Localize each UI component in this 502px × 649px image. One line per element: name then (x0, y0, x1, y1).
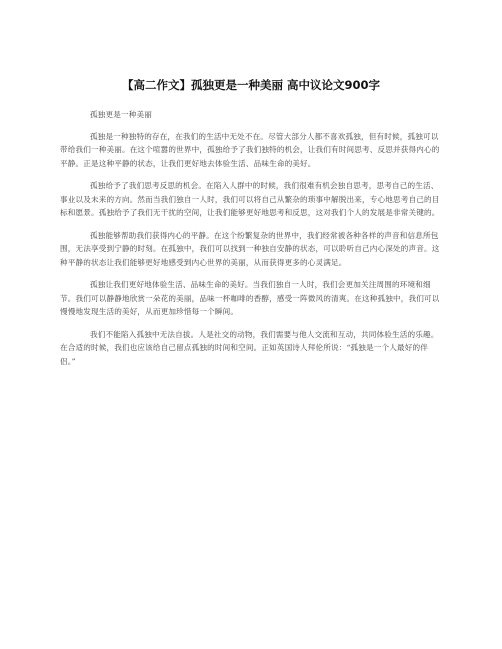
document-title: 【高二作文】孤独更是一种美丽 高中议论文900字 (121, 78, 380, 92)
essay-subtitle: 孤独更是一种美丽 (90, 110, 152, 119)
paragraph-4: 孤独让我们更好地体验生活、品味生命的美好。当我们独自一人时，我们会更加关注周围的环境和细节。我们可以静静地欣赏一朵花的美丽，品味一杯咖啡的香醇，感受一阵微风的清爽。在这种孤独中，我们可以慢慢地发现生活的美好，从而更加珍惜每一个瞬间。 (60, 280, 440, 316)
paragraph-5: 我们不能陷入孤独中无法自拔。人是社交的动物，我们需要与他人交流和互动，共同体验生活的乐趣。在合适的时候，我们也应该给自己留点孤独的时间和空间。正如英国诗人拜伦所说：“孤独是一个人最好的伴侣。” (60, 329, 439, 366)
document-body (60, 108, 440, 377)
paragraph-3: 孤独能够帮助我们获得内心的平静。在这个纷繁复杂的世界中，我们经常被各种各样的声音和信息所包围，无法享受到宁静的时刻。在孤独中，我们可以找到一种独自安静的状态，可以聆听自己内心深处的声音。这种平静的状态让我们能够更好地感受到内心世界的美丽，从而获得更多的心灵满足。 (60, 230, 440, 267)
paragraph-1: 孤独是一种独特的存在，在我们的生活中无处不在。尽管大部分人都不喜欢孤独，但有时候，孤独可以带给我们一种美丽。在这个喧嚣的世界中，孤独给予了我们独特的机会，让我们有时间思考、反思并获得内心的平静。正是这种平静的状态，让我们更好地去体验生活、品味生命的美好。 (60, 131, 440, 168)
paragraph-2: 孤独给予了我们思考反思的机会。在陷入人群中的时候，我们很难有机会独自思考，思考自己的生活、事业以及未来的方向。然而当我们独自一人时，我们可以将自己从繁杂的琐事中解脱出来，专心地思考自己的目标和愿景。孤独给予了我们无干扰的空间，让我们能够更好地思考和反思，这对我们个人的发展是非常关键的。 (60, 181, 440, 217)
